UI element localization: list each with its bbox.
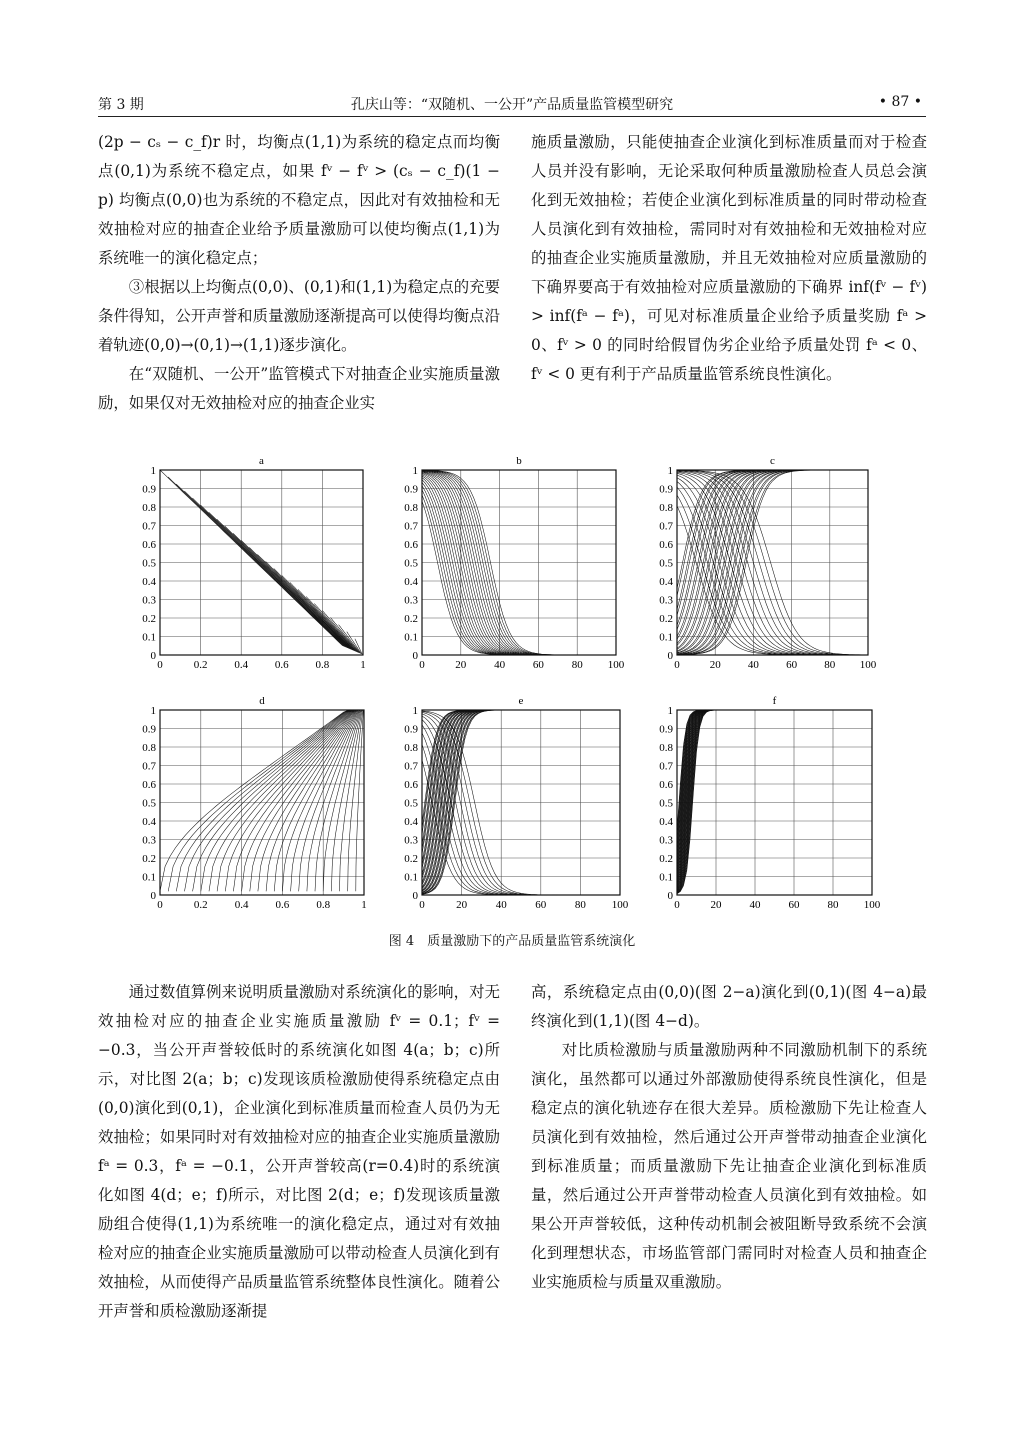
y-tick-label: 0.8 — [404, 502, 418, 514]
paragraph: 通过数值算例来说明质量激励对系统演化的影响，对无效抽检对应的抽查企业实施质量激励 fᵛ = 0.1；fᵛ = −0.3，当公开声誉较低时的系统演化如图 4(a；b；c)所示，对比图 2(a；b；c)发现该质检激励使得系统稳定点由(0,0)演化到(0,1)，企业演化到标准质量而检查人员仍为无效抽检；如果同时对有效抽检对应的抽查企业实施质量激励 fᵃ = 0.3，fᵃ = −0.1，公开声誉较高(r=0.4)时的系统演化如图 4(d；e；f)所示，对比图 2(d；e；f)发现该质量激励组合使得(1,1)为系统唯一的演化稳定点，通过对有效抽检对应的抽查企业实施质量激励可以带动检查人员演化到有效抽检，从而使得产品质量监管系统整体良性演化。随着公开声誉和质检激励逐渐提 — [98, 983, 500, 1320]
y-tick-label: 0.3 — [659, 834, 673, 847]
trajectory-curve — [422, 710, 620, 887]
trajectory-curve — [677, 710, 872, 888]
trajectory-curve — [677, 710, 872, 887]
trajectory-curve — [677, 710, 872, 892]
trajectory-curve — [677, 710, 872, 891]
x-tick-label: 80 — [827, 899, 839, 911]
y-tick-label: 0.4 — [404, 816, 418, 828]
trajectory-curve — [677, 710, 872, 893]
y-tick-label: 0.6 — [142, 539, 156, 551]
issue-number: 第 3 期 — [98, 97, 144, 113]
y-tick-label: 0 — [412, 890, 418, 902]
y-tick-label: 1 — [412, 705, 418, 717]
trajectory-curve — [677, 710, 872, 889]
y-tick-label: 0.1 — [659, 871, 673, 884]
trajectory-curve — [677, 710, 872, 892]
trajectory-curve — [176, 484, 344, 646]
text-column-bottom-right — [531, 978, 927, 1297]
trajectory-curve — [422, 476, 616, 655]
y-tick-label: 1 — [667, 465, 673, 477]
curve-group — [160, 710, 364, 891]
x-tick-label: 40 — [495, 899, 507, 911]
trajectory-curve — [677, 710, 872, 893]
article-title: 孔庆山等：“双随机、一公开”产品质量监管模型研究 — [350, 97, 674, 113]
trajectory-curve — [422, 475, 616, 655]
trajectory-curve — [677, 472, 868, 655]
y-tick-label: 0 — [150, 890, 156, 902]
trajectory-curve — [677, 710, 872, 891]
trajectory-curve — [677, 475, 868, 655]
trajectory-curve — [241, 540, 351, 649]
trajectory-curve — [677, 710, 872, 877]
trajectory-curve — [422, 473, 616, 655]
y-tick-label: 0.2 — [659, 613, 673, 625]
y-tick-label: 0.2 — [142, 613, 156, 625]
x-tick-label: 60 — [535, 899, 547, 911]
x-tick-label: 0 — [674, 659, 680, 671]
y-tick-label: 0.3 — [142, 594, 156, 607]
figure-4-panels — [130, 450, 890, 920]
x-tick-label: 100 — [863, 899, 881, 911]
y-tick-label: 0.6 — [142, 779, 156, 791]
trajectory-curve — [677, 710, 872, 878]
x-tick-label: 20 — [455, 659, 467, 671]
y-tick-label: 0.2 — [404, 853, 418, 865]
y-tick-label: 0.4 — [404, 576, 418, 588]
y-tick-label: 0.6 — [404, 779, 418, 791]
running-header — [98, 94, 926, 117]
x-tick-label: 0.8 — [315, 659, 330, 671]
y-tick-label: 1 — [412, 465, 418, 477]
panel-title: b — [516, 455, 522, 467]
y-tick-label: 1 — [667, 705, 673, 717]
trajectory-curve — [677, 710, 872, 893]
trajectory-curve — [677, 710, 872, 881]
trajectory-curve — [677, 470, 868, 653]
trajectory-curve — [282, 576, 355, 652]
y-tick-label: 0.7 — [404, 760, 418, 773]
y-tick-label: 0.1 — [404, 631, 418, 644]
y-tick-label: 0.5 — [404, 797, 418, 810]
trajectory-curve — [422, 480, 616, 655]
trajectory-curve — [677, 470, 868, 654]
x-tick-label: 1 — [361, 899, 367, 911]
trajectory-curve — [217, 519, 349, 648]
trajectory-curve — [677, 710, 872, 848]
trajectory-curve — [356, 710, 364, 891]
trajectory-curve — [242, 710, 364, 891]
trajectory-curve — [677, 470, 868, 654]
paragraph: (2p − cₛ − c_f)r 时，均衡点(1,1)为系统的稳定点而均衡点(0,1)为系统不稳定点，如果 fᵛ − fᵛ > (cₛ − c_f)(1 − p) 均衡点(0,0)也为系统的不稳定点，因此对有效抽检和无效抽检对应的抽查企业给予质量激励可以使均衡点(1,1)为系统唯一的演化稳定点； — [98, 133, 500, 267]
paragraph: 高，系统稳定点由(0,0)(图 2−a)演化到(0,1)(图 4−a)最终演化到(1,1)(图 4−d)。 — [531, 983, 927, 1030]
y-tick-label: 0.8 — [142, 502, 156, 514]
trajectory-curve — [323, 710, 364, 891]
y-tick-label: 0.4 — [142, 576, 156, 588]
x-tick-label: 1 — [360, 659, 366, 671]
trajectory-curve — [677, 710, 872, 892]
trajectory-curve — [677, 710, 872, 870]
trajectory-curve — [306, 597, 357, 653]
trajectory-curve — [185, 710, 365, 891]
y-tick-label: 0.7 — [142, 520, 156, 533]
y-tick-label: 0.7 — [404, 520, 418, 533]
panel-title: f — [772, 695, 777, 707]
trajectory-curve — [677, 710, 872, 894]
trajectory-curve — [677, 470, 868, 651]
panel-title: d — [259, 695, 265, 707]
x-tick-label: 0.2 — [193, 899, 208, 911]
x-tick-label: 0 — [419, 659, 425, 671]
y-tick-label: 1 — [150, 465, 156, 477]
trajectory-curve — [422, 472, 616, 655]
panel-title: c — [770, 455, 775, 467]
trajectory-curve — [677, 710, 872, 855]
trajectory-curve — [314, 604, 358, 653]
trajectory-curve — [677, 710, 872, 890]
y-tick-label: 0.9 — [142, 723, 156, 736]
x-tick-label: 0 — [157, 659, 163, 671]
y-tick-label: 0.1 — [659, 631, 673, 644]
paragraph: 在“双随机、一公开”监管模式下对抽查企业实施质量激励，如果仅对无效抽检对应的抽查企业实 — [98, 365, 500, 412]
trajectory-curve — [677, 710, 872, 875]
x-tick-label: 60 — [788, 899, 800, 911]
trajectory-curve — [677, 710, 872, 852]
x-tick-label: 80 — [571, 659, 583, 671]
y-tick-label: 0.7 — [659, 760, 673, 773]
trajectory-curve — [677, 710, 872, 862]
trajectory-curve — [677, 470, 868, 653]
curve-group — [677, 710, 872, 894]
trajectory-curve — [677, 710, 872, 873]
y-tick-label: 0.4 — [659, 576, 673, 588]
text-column-top-left — [98, 128, 500, 418]
y-tick-label: 0.7 — [659, 520, 673, 533]
x-tick-label: 60 — [786, 659, 798, 671]
trajectory-curve — [290, 583, 356, 652]
figure-caption: 图 4 质量激励下的产品质量监管系统演化 — [388, 934, 636, 949]
trajectory-curve — [677, 710, 872, 883]
trajectory-curve — [209, 710, 364, 891]
trajectory-curve — [677, 710, 872, 859]
trajectory-curve — [677, 470, 868, 654]
y-tick-label: 0.8 — [659, 502, 673, 514]
page-number: • 87 • — [878, 94, 922, 110]
trajectory-curve — [160, 470, 343, 646]
y-tick-label: 0.2 — [404, 613, 418, 625]
x-tick-label: 0 — [419, 899, 425, 911]
y-tick-label: 0.7 — [142, 760, 156, 773]
text-column-bottom-left — [98, 978, 500, 1326]
y-tick-label: 0.5 — [659, 557, 673, 570]
y-tick-label: 0.4 — [659, 816, 673, 828]
y-tick-label: 0 — [150, 650, 156, 662]
y-tick-label: 0.3 — [404, 834, 418, 847]
y-tick-label: 0.9 — [404, 483, 418, 496]
trajectory-curve — [422, 472, 616, 655]
trajectory-curve — [677, 710, 872, 844]
trajectory-curve — [677, 470, 868, 596]
trajectory-curve — [225, 710, 364, 891]
trajectory-curve — [201, 505, 347, 647]
y-tick-label: 0.5 — [404, 557, 418, 570]
y-tick-label: 0.3 — [659, 594, 673, 607]
x-tick-label: 0.8 — [316, 899, 331, 911]
x-tick-label: 0 — [157, 899, 163, 911]
trajectory-curve — [677, 710, 872, 886]
y-tick-label: 0.3 — [404, 594, 418, 607]
y-tick-label: 0.4 — [142, 816, 156, 828]
y-tick-label: 0 — [667, 650, 673, 662]
y-tick-label: 0.2 — [142, 853, 156, 865]
paragraph: 对比质检激励与质量激励两种不同激励机制下的系统演化，虽然都可以通过外部激励使得系统良性演化，但是稳定点的演化轨迹存在很大差异。质检激励下先让检查人员演化到有效抽检，然后通过公开声誉带动抽查企业演化到标准质量；而质量激励下先让抽查企业演化到标准质量，然后通过公开声誉带动检查人员演化到有效抽检。如果公开声誉较低，这种传动机制会被阻断导致系统不会演化到理想状态，市场监管部门需同时对检查人员和抽查企业实施质检与质量双重激励。 — [531, 1041, 927, 1291]
x-tick-label: 0 — [674, 899, 680, 911]
trajectory-curve — [677, 710, 872, 868]
trajectory-curve — [422, 725, 620, 895]
trajectory-curve — [266, 561, 354, 650]
y-tick-label: 1 — [150, 705, 156, 717]
y-tick-label: 0.8 — [659, 742, 673, 754]
x-tick-label: 100 — [859, 659, 877, 671]
trajectory-curve — [193, 498, 346, 647]
trajectory-curve — [298, 590, 357, 652]
y-tick-label: 0.1 — [142, 631, 156, 644]
trajectory-curve — [677, 470, 868, 652]
trajectory-curve — [266, 710, 364, 891]
y-tick-label: 0.5 — [142, 797, 156, 810]
y-tick-label: 0.6 — [659, 779, 673, 791]
y-tick-label: 0.2 — [659, 853, 673, 865]
x-tick-label: 100 — [607, 659, 625, 671]
x-tick-label: 0.4 — [234, 659, 249, 671]
trajectory-curve — [422, 490, 616, 655]
trajectory-curve — [422, 710, 620, 854]
trajectory-curve — [677, 710, 872, 890]
y-tick-label: 0.8 — [142, 742, 156, 754]
panel-title: e — [518, 695, 524, 707]
trajectory-curve — [422, 474, 616, 656]
trajectory-curve — [677, 710, 872, 894]
x-tick-label: 0.4 — [234, 899, 249, 911]
x-tick-label: 40 — [747, 659, 759, 671]
trajectory-curve — [340, 710, 365, 891]
trajectory-curve — [677, 473, 868, 655]
trajectory-curve — [184, 491, 345, 647]
x-tick-label: 20 — [710, 899, 722, 911]
x-tick-label: 0.6 — [274, 659, 289, 671]
y-tick-label: 0.3 — [142, 834, 156, 847]
trajectory-curve — [422, 495, 616, 655]
trajectory-curve — [677, 710, 872, 893]
trajectory-curve — [422, 486, 616, 655]
x-tick-label: 100 — [611, 899, 629, 911]
trajectory-curve — [225, 526, 349, 648]
y-tick-label: 0.9 — [659, 483, 673, 496]
trajectory-curve — [677, 710, 872, 865]
y-tick-label: 0.1 — [404, 871, 418, 884]
y-tick-label: 0.1 — [142, 871, 156, 884]
y-tick-label: 0.9 — [659, 723, 673, 736]
y-tick-label: 0.8 — [404, 742, 418, 754]
trajectory-curve — [677, 470, 868, 654]
text-column-top-right — [531, 128, 927, 389]
y-tick-label: 0.6 — [404, 539, 418, 551]
trajectory-curve — [257, 554, 352, 650]
x-tick-label: 20 — [709, 659, 721, 671]
trajectory-curve — [677, 478, 868, 655]
y-tick-label: 0.6 — [659, 539, 673, 551]
trajectory-curve — [677, 470, 868, 625]
trajectory-curve — [422, 720, 620, 896]
x-tick-label: 40 — [749, 899, 761, 911]
trajectory-curve — [677, 710, 872, 894]
trajectory-curve — [677, 710, 872, 889]
x-tick-label: 0.6 — [275, 899, 290, 911]
x-tick-label: 20 — [456, 899, 468, 911]
x-tick-label: 60 — [532, 659, 544, 671]
paragraph: ③根据以上均衡点(0,0)、(0,1)和(1,1)为稳定点的充要条件得知，公开声誉和质量激励逐渐提高可以使得均衡点沿着轨迹(0,0)→(0,1)→(1,1)逐步演化。 — [98, 278, 500, 354]
trajectory-curve — [677, 710, 872, 885]
y-tick-label: 0 — [412, 650, 418, 662]
x-tick-label: 80 — [574, 899, 586, 911]
trajectory-curve — [209, 512, 348, 648]
x-tick-label: 40 — [494, 659, 506, 671]
trajectory-curve — [422, 482, 616, 655]
trajectory-curve — [168, 477, 343, 646]
trajectory-curve — [422, 710, 620, 866]
y-tick-label: 0.9 — [142, 483, 156, 496]
paragraph: 施质量激励，只能使抽查企业演化到标准质量而对于检查人员并没有影响，无论采取何种质量激励检查人员总会演化到无效抽检；若使企业演化到标准质量的同时带动检查人员演化到有效抽检，需同时对有效抽检和无效抽检对应的抽查企业实施质量激励，并且无效抽检对应质量激励的下确界要高于有效抽检对应质量激励的下确界 inf(fᵛ − fᵛ) > inf(fᵃ − fᵃ)，可见对标准质量企业给予质量奖励 fᵃ > 0、fᵛ > 0 的同时给假冒伪劣企业给予质量处罚 fᵃ < 0、fᵛ < 0 更有利于产品质量监管系统良性演化。 — [531, 133, 927, 383]
x-tick-label: 80 — [824, 659, 836, 671]
x-tick-label: 0.2 — [193, 659, 208, 671]
panel-title: a — [259, 455, 264, 467]
y-tick-label: 0.5 — [659, 797, 673, 810]
trajectory-curve — [331, 710, 364, 891]
trajectory-curve — [193, 710, 364, 891]
y-tick-label: 0 — [667, 890, 673, 902]
trajectory-curve — [677, 710, 872, 880]
y-tick-label: 0.5 — [142, 557, 156, 570]
trajectory-curve — [233, 533, 350, 649]
y-tick-label: 0.9 — [404, 723, 418, 736]
trajectory-curve — [677, 710, 872, 831]
trajectory-curve — [677, 710, 872, 840]
